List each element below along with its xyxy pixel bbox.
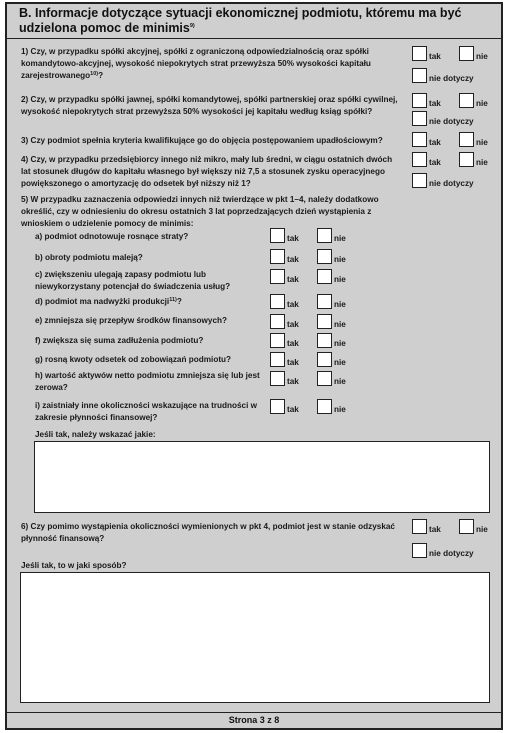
q5g-yes-checkbox[interactable] [270, 352, 285, 367]
q6-no-label: nie [476, 525, 488, 534]
q5-detail-textarea[interactable] [34, 441, 490, 513]
q1-na-checkbox[interactable] [412, 68, 427, 83]
q5e-no-label: nie [334, 320, 346, 329]
q5a-yes-label: tak [287, 234, 299, 243]
section-title: B. Informacje dotyczące sytuacji ekonomicznej podmiotu, któremu ma być udzielona pomoc de minimis$^{9)}$ [19, 6, 462, 35]
q4-no-checkbox[interactable] [459, 152, 474, 167]
q5c-no-checkbox[interactable] [317, 269, 332, 284]
q5g-no-label: nie [334, 358, 346, 367]
q6-detail-textarea[interactable] [20, 572, 490, 703]
question-3-text: 3) Czy podmiot spełnia kryteria kwalifikujące go do objęcia postępowaniem upadłościowym? [21, 136, 383, 145]
q2-no-checkbox[interactable] [459, 93, 474, 108]
q4-na-label: nie dotyczy [429, 179, 474, 188]
question-5b-text: b) obroty podmiotu maleją? [35, 253, 143, 262]
q3-no-label: nie [476, 138, 488, 147]
q6-no-checkbox[interactable] [459, 519, 474, 534]
q2-no-label: nie [476, 99, 488, 108]
q5b-yes-label: tak [287, 255, 299, 264]
q5b-no-label: nie [334, 255, 346, 264]
section-b-panel [5, 2, 503, 730]
question-5a-text: a) podmiot odnotowuje rosnące straty? [35, 232, 189, 241]
question-5-text: 5) W przypadku zaznaczenia odpowiedzi innych niż twierdzące w pkt 1–4, należy dodatkowo określić, czy w odniesieniu do okresu ostatnich 3 lat poprzedzających dzień wystąpienia z wnioskiem o udzielenie pomocy de minimis: [21, 195, 379, 228]
question-5-detail-label: Jeśli tak, należy wskazać jakie: [35, 430, 156, 439]
footer-divider [7, 712, 501, 713]
q6-yes-checkbox[interactable] [412, 519, 427, 534]
question-5g-text: g) rosną kwoty odsetek od zobowiązań podmiotu? [35, 355, 232, 364]
q5h-no-label: nie [334, 377, 346, 386]
q5g-no-checkbox[interactable] [317, 352, 332, 367]
question-1-text: 1) Czy, w przypadku spółki akcyjnej, spółki z ograniczoną odpowiedzialnością oraz spółki komandytowo-akcyjnej, wysokość niepokrytych strat przewyższa 50% wysokości kapitału zarejestrowanego$^{10)}$? [21, 47, 371, 80]
q5b-yes-checkbox[interactable] [270, 249, 285, 264]
page-number: Strona 3 z 8 [228, 715, 280, 725]
question-6-text: 6) Czy pomimo wystąpienia okoliczności wymienionych w pkt 4, podmiot jest w stanie odzyskać płynność finansową? [21, 522, 395, 543]
q4-yes-label: tak [429, 158, 441, 167]
q5h-yes-label: tak [287, 377, 299, 386]
q5e-yes-label: tak [287, 320, 299, 329]
question-6-detail-label: Jeśli tak, to w jaki sposób? [21, 561, 127, 570]
q5h-no-checkbox[interactable] [317, 371, 332, 386]
q1-yes-label: tak [429, 52, 441, 61]
q6-na-checkbox[interactable] [412, 543, 427, 558]
q5i-yes-label: tak [287, 405, 299, 414]
q5d-no-checkbox[interactable] [317, 294, 332, 309]
q5i-yes-checkbox[interactable] [270, 399, 285, 414]
question-5e-text: e) zmniejsza się przepływ środków finansowych? [35, 316, 228, 325]
q2-yes-label: tak [429, 99, 441, 108]
q5i-no-label: nie [334, 405, 346, 414]
q1-na-label: nie dotyczy [429, 74, 474, 83]
q4-no-label: nie [476, 158, 488, 167]
question-5i-text: i) zaistniały inne okoliczności wskazujące na trudności w zakresie płynności finansowej? [35, 401, 258, 422]
q4-na-checkbox[interactable] [412, 173, 427, 188]
q1-yes-checkbox[interactable] [412, 46, 427, 61]
q5a-no-label: nie [334, 234, 346, 243]
q5f-no-label: nie [334, 339, 346, 348]
question-5c-text: c) zwiększeniu ulegają zapasy podmiotu lub niewykorzystany potencjał do świadczenia usług? [35, 270, 231, 291]
q5a-no-checkbox[interactable] [317, 228, 332, 243]
q5e-no-checkbox[interactable] [317, 314, 332, 329]
q5e-yes-checkbox[interactable] [270, 314, 285, 329]
q5c-yes-checkbox[interactable] [270, 269, 285, 284]
q6-na-label: nie dotyczy [429, 549, 474, 558]
q5f-yes-label: tak [287, 339, 299, 348]
q3-no-checkbox[interactable] [459, 132, 474, 147]
q5f-no-checkbox[interactable] [317, 333, 332, 348]
q5i-no-checkbox[interactable] [317, 399, 332, 414]
q5c-yes-label: tak [287, 275, 299, 284]
q1-no-label: nie [476, 52, 488, 61]
q5g-yes-label: tak [287, 358, 299, 367]
q4-yes-checkbox[interactable] [412, 152, 427, 167]
q2-yes-checkbox[interactable] [412, 93, 427, 108]
q5d-no-label: nie [334, 300, 346, 309]
q5f-yes-checkbox[interactable] [270, 333, 285, 348]
q3-yes-label: tak [429, 138, 441, 147]
q6-yes-label: tak [429, 525, 441, 534]
q2-na-label: nie dotyczy [429, 117, 474, 126]
q2-na-checkbox[interactable] [412, 111, 427, 126]
question-5d-text: d) podmiot ma nadwyżki produkcji$^{11)}$? [35, 297, 182, 306]
q5b-no-checkbox[interactable] [317, 249, 332, 264]
question-4-text: 4) Czy, w przypadku przedsiębiorcy innego niż mikro, mały lub średni, w ciągu ostatnich dwóch lat stosunek długów do kapitału własnego był większy niż 7,5 a stosunek zysku operacyjnego powiększonego o amortyzację do odsetek był niższy niż 1? [21, 155, 393, 188]
q5h-yes-checkbox[interactable] [270, 371, 285, 386]
q5c-no-label: nie [334, 275, 346, 284]
question-5f-text: f) zwiększa się suma zadłużenia podmiotu? [35, 336, 204, 345]
q3-yes-checkbox[interactable] [412, 132, 427, 147]
q5d-yes-label: tak [287, 300, 299, 309]
q1-no-checkbox[interactable] [459, 46, 474, 61]
q5d-yes-checkbox[interactable] [270, 294, 285, 309]
question-2-text: 2) Czy, w przypadku spółki jawnej, spółki komandytowej, spółki partnerskiej oraz spółki cywilnej, wysokość niepokrytych strat przewyższa 50% wysokości jej kapitału według ksiąg spółki? [21, 95, 398, 116]
q5a-yes-checkbox[interactable] [270, 228, 285, 243]
title-divider [7, 38, 501, 39]
question-5h-text: h) wartość aktywów netto podmiotu zmniejsza się lub jest zerowa? [35, 371, 260, 392]
